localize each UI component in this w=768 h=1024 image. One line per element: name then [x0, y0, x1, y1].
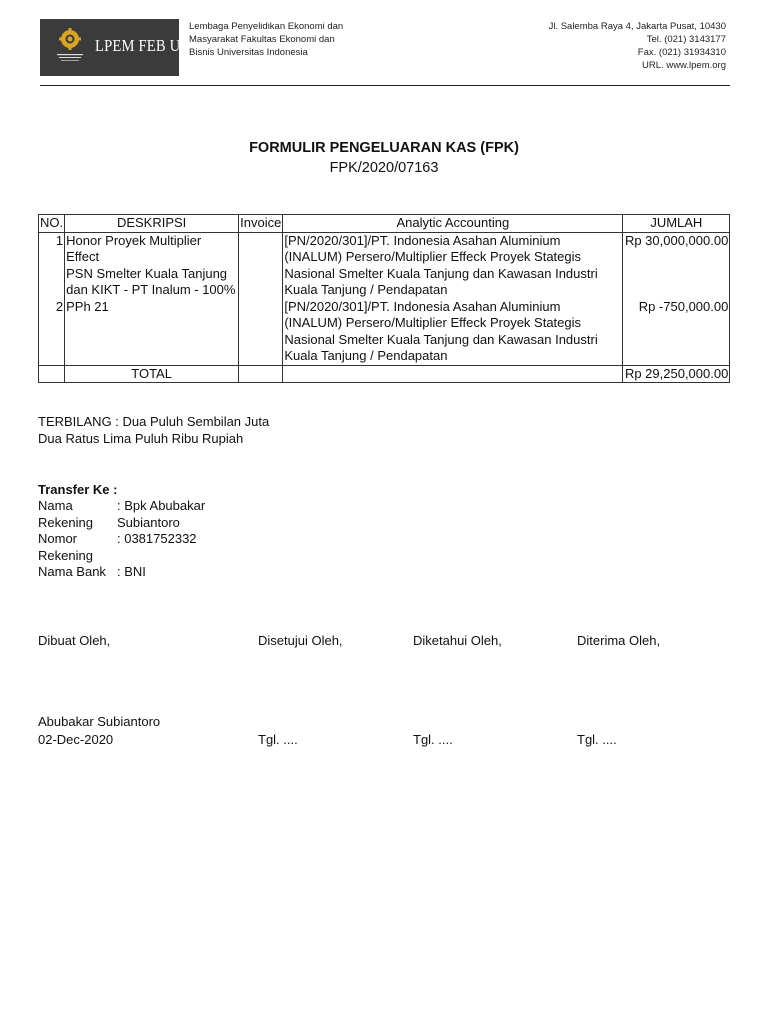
expense-table	[38, 214, 730, 383]
received-by-label: Diterima Oleh,	[577, 633, 661, 648]
approved-by-label: Disetujui Oleh,	[258, 633, 343, 648]
organization-name: Lembaga Penyelidikan Ekonomi dan Masyarakat Fakultas Ekonomi dan Bisnis Universitas Indonesia	[189, 21, 344, 58]
account-name-value: : Bpk Abubakar Subiantoro	[117, 498, 206, 530]
header-description: DESKRIPSI	[65, 215, 239, 233]
table-total-row	[39, 365, 730, 383]
row-analytic-accounting: [PN/2020/301]/PT. Indonesia Asahan Aluminium (INALUM) Persero/Multiplier Effeck Proyek Stategis Nasional Smelter Kuala Tanjung dan Kawasan Industri Kuala Tanjung / Pendapatan	[283, 299, 623, 366]
bank-name-label: Nama Bank	[38, 564, 106, 579]
acknowledged-date: Tgl. ....	[413, 732, 453, 747]
row-no: 1	[39, 232, 65, 299]
account-name-label: Nama Rekening	[38, 498, 93, 530]
row-amount: Rp -750,000.00	[623, 299, 730, 366]
amount-in-words: TERBILANG : Dua Puluh Sembilan Juta Dua Ratus Lima Puluh Ribu Rupiah	[38, 414, 270, 446]
table-row	[39, 232, 730, 299]
total-label: TOTAL	[65, 365, 239, 383]
total-amount: Rp 29,250,000.00	[623, 365, 730, 383]
header-amount: JUMLAH	[623, 215, 730, 233]
document-number: FPK/2020/07163	[329, 160, 439, 176]
row-invoice	[239, 232, 283, 299]
row-analytic-accounting: [PN/2020/301]/PT. Indonesia Asahan Aluminium (INALUM) Persero/Multiplier Effeck Proyek Stategis Nasional Smelter Kuala Tanjung dan Kawasan Industri Kuala Tanjung / Pendapatan	[283, 232, 623, 299]
account-number-label: Nomor Rekening	[38, 531, 93, 563]
header-analytic-accounting: Analytic Accounting	[283, 215, 623, 233]
lpem-logo	[40, 19, 186, 76]
logo-wordmark: LPEM FEB UI	[95, 36, 186, 55]
header-invoice: Invoice	[240, 215, 282, 230]
row-description: Honor Proyek Multiplier Effect PSN Smelter Kuala Tanjung dan KIKT - PT Inalum - 100%	[65, 232, 239, 299]
row-no: 2	[39, 299, 65, 366]
received-date: Tgl. ....	[577, 732, 617, 747]
maker-date: 02-Dec-2020	[38, 732, 114, 747]
row-invoice	[239, 299, 283, 366]
header-no: NO.	[40, 215, 64, 230]
acknowledged-by-label: Diketahui Oleh,	[413, 633, 502, 648]
row-description: PPh 21	[65, 299, 239, 366]
header-divider	[40, 85, 730, 86]
university-seal-icon	[54, 25, 86, 67]
approved-date: Tgl. ....	[258, 732, 298, 747]
document-title: FORMULIR PENGELUARAN KAS (FPK)	[249, 140, 519, 156]
maker-name: Abubakar Subiantoro	[38, 714, 161, 729]
account-number-value: : 0381752332	[117, 531, 197, 546]
organization-address: Jl. Salemba Raya 4, Jakarta Pusat, 10430 Tel. (021) 3143177 Fax. (021) 31934310 URL. www.lpem.org	[548, 21, 726, 71]
made-by-label: Dibuat Oleh,	[38, 633, 111, 648]
table-header-row	[39, 215, 730, 233]
transfer-heading: Transfer Ke :	[38, 482, 118, 497]
bank-name-value: : BNI	[117, 564, 146, 579]
row-amount: Rp 30,000,000.00	[623, 232, 730, 299]
table-row	[39, 299, 730, 366]
